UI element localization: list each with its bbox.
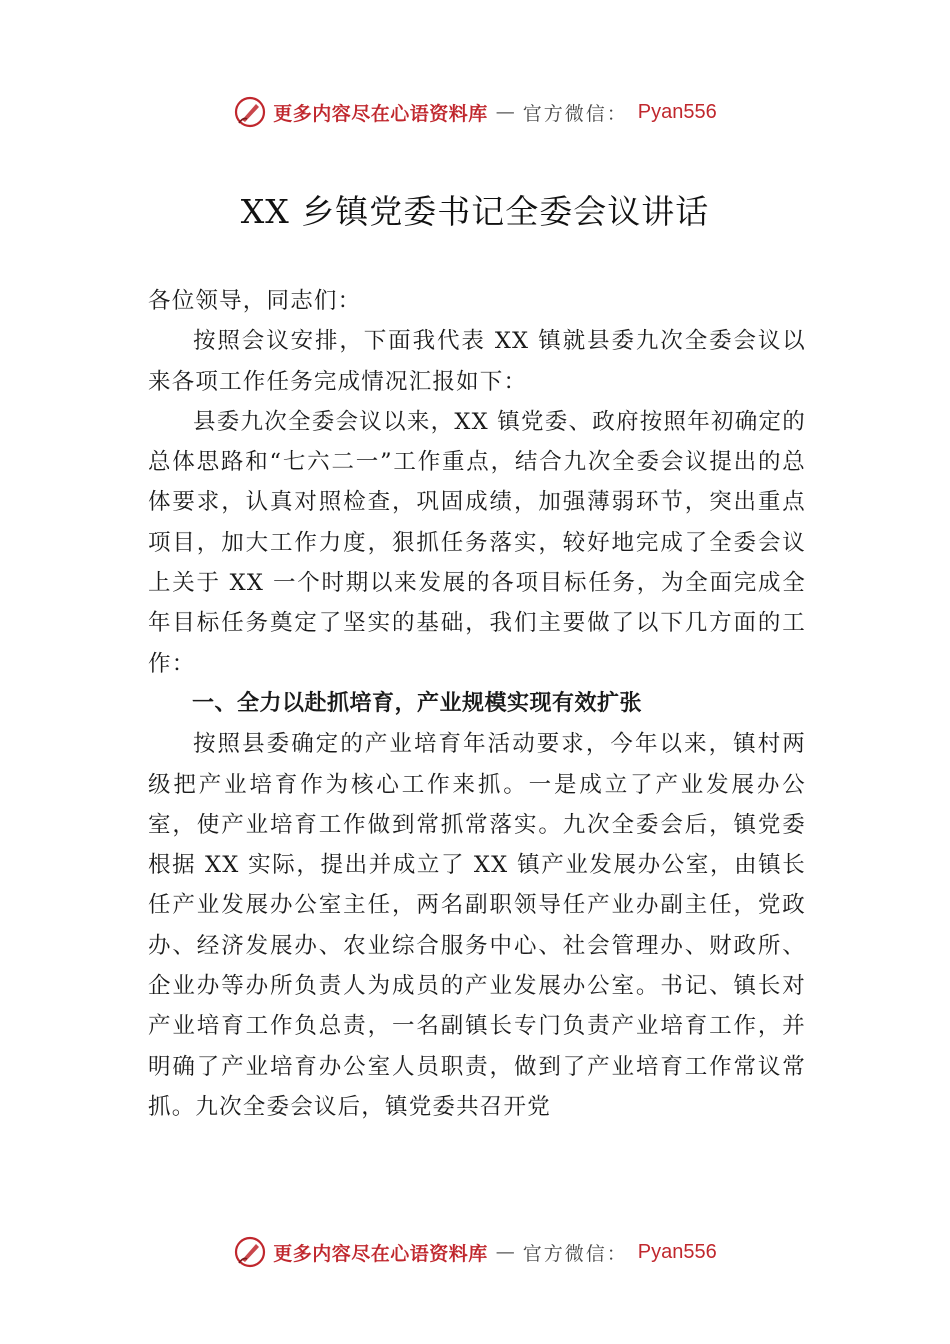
footer-banner [0, 1232, 950, 1272]
banner-main-text: 更多内容尽在心语资料库 [273, 1242, 488, 1265]
section-heading: 一、全力以赴抓培育，产业规模实现有效扩张 [192, 690, 643, 716]
banner-main-text: 更多内容尽在心语资料库 [273, 102, 488, 125]
banner-wechat-label: 官方微信： [522, 1242, 628, 1265]
header-banner [0, 92, 950, 132]
banner-wechat-id: Pyan556 [637, 100, 717, 123]
banner-separator: — [495, 101, 515, 123]
document-title: XX 乡镇党委书记全委会议讲话 [240, 192, 710, 231]
banner-wechat-id: Pyan556 [637, 1240, 717, 1263]
banner-separator: — [495, 1241, 515, 1263]
section-paragraph: 按照县委确定的产业培育年活动要求，今年以来，镇村两级把产业培育作为核心工作来抓。一是成立了产业发展办公室，使产业培育工作做到常抓常落实。九次全委会后，镇党委根据 XX 实际，提出并成立了 XX 镇产业发展办公室，由镇长任产业发展办公室主任，两名副职领导任产业办副主任，党政办、经济发展办、农业综合服务中心、社会管理办、财政所、企业办等办所负责人为成员的产业发展办公室。书记、镇长对产业培育工作负总责，一名副镇长专门负责产业培育工作，并明确了产业培育办公室人员职责，做到了产业培育工作常议常抓。九次全委会议后，镇党委共召开党 [148, 731, 806, 1120]
salutation: 各位领导，同志们： [148, 288, 362, 314]
document-body [148, 281, 806, 1127]
paragraph: 县委九次全委会议以来，XX 镇党委、政府按照年初确定的总体思路和“七六二一”工作重点，结合九次全委会议提出的总体要求，认真对照检查，巩固成绩，加强薄弱环节，突出重点项目，加大工作力度，狠抓任务落实，较好地完成了全委会议上关于 XX 一个时期以来发展的各项目标任务，为全面完成全年目标任务奠定了坚实的基础，我们主要做了以下几方面的工作： [148, 408, 806, 677]
quill-logo-icon [233, 1235, 267, 1269]
quill-logo-icon [233, 95, 267, 129]
banner-wechat-label: 官方微信： [522, 102, 628, 125]
paragraph: 按照会议安排，下面我代表 XX 镇就县委九次全委会议以来各项工作任务完成情况汇报如下： [148, 328, 806, 395]
